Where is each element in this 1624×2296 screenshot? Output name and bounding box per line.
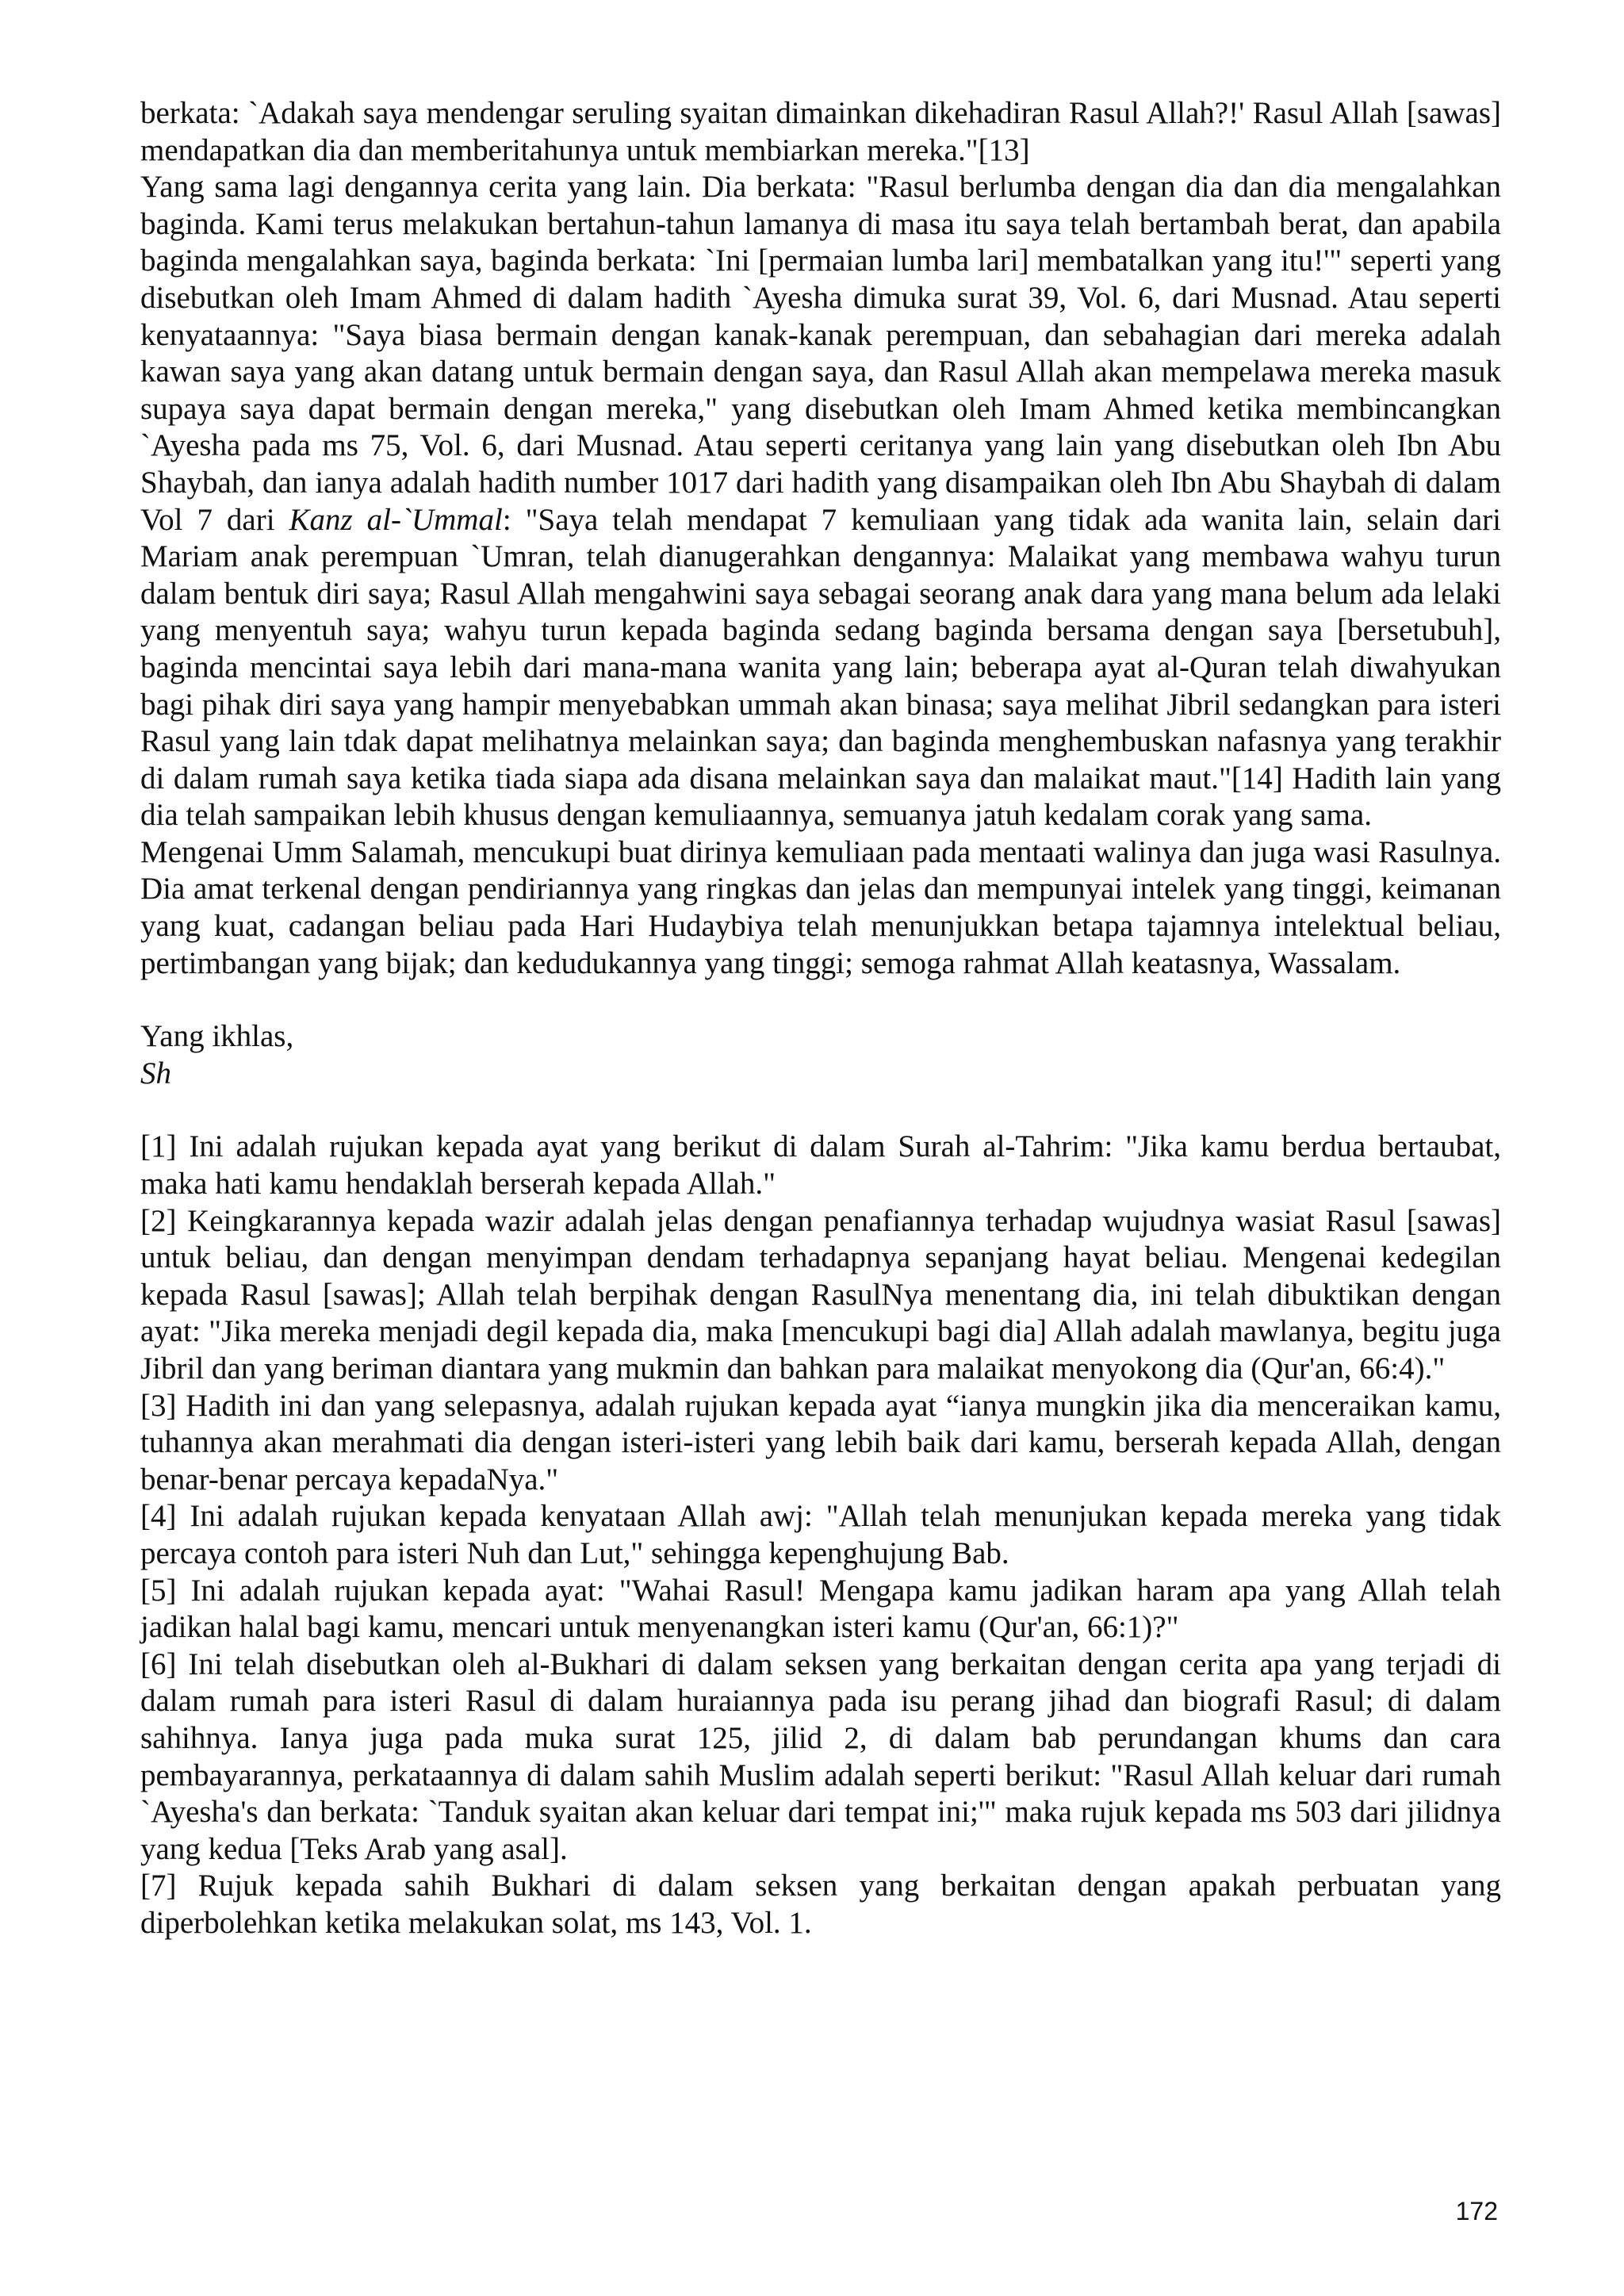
footnotes-gap bbox=[140, 1092, 1501, 1129]
footnote-6: [6] Ini telah disebutkan oleh al-Bukhari di dalam seksen yang berkaitan dengan cerita apa yang terjadi di dalam rumah para isteri Rasul di dalam huraiannya pada isu perang jihad dan biografi Rasul; di dalam sahihnya. Ianya juga pada muka surat 125, jilid 2, di dalam bab perundangan khums dan cara pembayarannya, perkataannya di dalam sahih Muslim adalah seperti berikut: "Rasul Allah keluar dari rumah `Ayesha's dan berkata: `Tanduk syaitan akan keluar dari tempat ini;'" maka rujuk kepada ms 503 dari jilidnya yang kedua [Teks Arab yang asal]. bbox=[140, 1646, 1501, 1866]
body-paragraph-3: Mengenai Umm Salamah, mencukupi buat dirinya kemuliaan pada mentaati walinya dan juga wasi Rasulnya. Dia amat terkenal dengan pendiriannya yang ringkas dan jelas dan mempunyai intelek yang tinggi, keimanan yang kuat, cadangan beliau pada Hari Hudaybiya telah menunjukkan betapa tajamnya intelektual beliau, pertimbangan yang bijak; dan kedudukannya yang tinggi; semoga rahmat Allah keatasnya, Wassalam. bbox=[140, 834, 1501, 980]
body-paragraph-1: berkata: `Adakah saya mendengar seruling syaitan dimainkan dikehadiran Rasul Allah?!' Rasul Allah [sawas] mendapatkan dia dan memberitahunya untuk membiarkan mereka."[13] bbox=[140, 96, 1501, 167]
closing-salutation: Yang ikhlas, bbox=[140, 1019, 294, 1054]
footnote-3: [3] Hadith ini dan yang selepasnya, adalah rujukan kepada ayat “ianya mungkin jika dia menceraikan kamu, tuhannya akan merahmati dia dengan isteri-isteri yang lebih baik dari kamu, berserah kepada Allah, dengan benar-benar percaya kepadaNya." bbox=[140, 1388, 1501, 1497]
footnote-1: [1] Ini adalah rujukan kepada ayat yang berikut di dalam Surah al-Tahrim: "Jika kamu berdua bertaubat, maka hati kamu hendaklah berserah kepada Allah." bbox=[140, 1129, 1501, 1202]
body-paragraph-2-text: Yang sama lagi dengannya cerita yang lain. Dia berkata: "Rasul berlumba dengan dia dan dia mengalahkan baginda. Kami terus melakukan bertahun-tahun lamanya di masa itu saya telah bertambah berat, dan apabila baginda mengalahkan saya, baginda berkata: `Ini [permaian lumba lari] membatalkan yang itu!'" seperti yang disebutkan oleh Imam Ahmed di dalam hadith `Ayesha dimuka surat 39, Vol. 6, dari Musnad. Atau seperti kenyataannya: "Saya biasa bermain dengan kanak-kanak perempuan, dan sebahagian dari mereka adalah kawan saya yang akan datang untuk bermain dengan saya, dan Rasul Allah akan mempelawa mereka masuk supaya saya dapat bermain dengan mereka," yang disebutkan oleh Imam Ahmed ketika membincangkan `Ayesha pada ms 75, Vol. 6, dari Musnad. Atau seperti ceritanya yang lain yang disebutkan oleh Ibn Abu Shaybah, dan ianya adalah hadith number 1017 dari hadith yang disampaikan oleh Ibn Abu Shaybah di dalam Vol 7 dari bbox=[140, 170, 1501, 537]
paragraph-gap bbox=[140, 982, 1501, 1018]
footnotes bbox=[140, 1129, 1501, 1941]
body-paragraph-2 bbox=[140, 169, 1501, 834]
kanz-al-ummal-title: Kanz al-`Ummal bbox=[289, 502, 503, 537]
footnote-7: [7] Rujuk kepada sahih Bukhari di dalam seksen yang berkaitan dengan apakah perbuatan yang diperbolehkan ketika melakukan solat, ms 143, Vol. 1. bbox=[140, 1869, 1501, 1940]
signature: Sh bbox=[140, 1056, 171, 1091]
body-paragraph-2-continuation: : "Saya telah mendapat 7 kemuliaan yang tidak ada wanita lain, selain dari Mariam anak perempuan `Umran, telah dianugerahkan dengannya: Malaikat yang membawa wahyu turun dalam bentuk diri saya; Rasul Allah mengahwini saya sebagai seorang anak dara yang mana belum ada lelaki yang menyentuh saya; wahyu turun kepada baginda sedang baginda bersama dengan saya [bersetubuh], baginda mencintai saya lebih dari mana-mana wanita yang lain; beberapa ayat al-Quran telah diwahyukan bagi pihak diri saya yang hampir menyebabkan ummah akan binasa; saya melihat Jibril sedangkan para isteri Rasul yang lain tdak dapat melihatnya melainkan saya; dan baginda menghembuskan nafasnya yang terakhir di dalam rumah saya ketika tiada siapa ada disana melainkan saya dan malaikat maut."[14] Hadith lain yang dia telah sampaikan lebih khusus dengan kemuliaannya, semuanya jatuh kedalam corak yang sama. bbox=[140, 502, 1501, 833]
document-page bbox=[140, 95, 1501, 1942]
footnote-4: [4] Ini adalah rujukan kepada kenyataan Allah awj: "Allah telah menunjukan kepada mereka yang tidak percaya contoh para isteri Nuh dan Lut," sehingga kepenghujung Bab. bbox=[140, 1499, 1501, 1570]
page-number: 172 bbox=[1455, 2197, 1498, 2225]
footnote-2: [2] Keingkarannya kepada wazir adalah jelas dengan penafiannya terhadap wujudnya wasiat Rasul [sawas] untuk beliau, dan dengan menyimpan dendam terhadapnya sepanjang hayat beliau. Mengenai kedegilan kepada Rasul [sawas]; Allah telah berpihak dengan RasulNya menentang dia, ini telah dibuktikan dengan ayat: "Jika mereka menjadi degil kepada dia, maka [mencukupi bagi dia] Allah adalah mawlanya, begitu juga Jibril dan yang beriman diantara yang mukmin dan bahkan para malaikat menyokong dia (Qur'an, 66:4)." bbox=[140, 1203, 1501, 1386]
footnote-5: [5] Ini adalah rujukan kepada ayat: "Wahai Rasul! Mengapa kamu jadikan haram apa yang Allah telah jadikan halal bagi kamu, mencari untuk menyenangkan isteri kamu (Qur'an, 66:1)?" bbox=[140, 1573, 1501, 1645]
